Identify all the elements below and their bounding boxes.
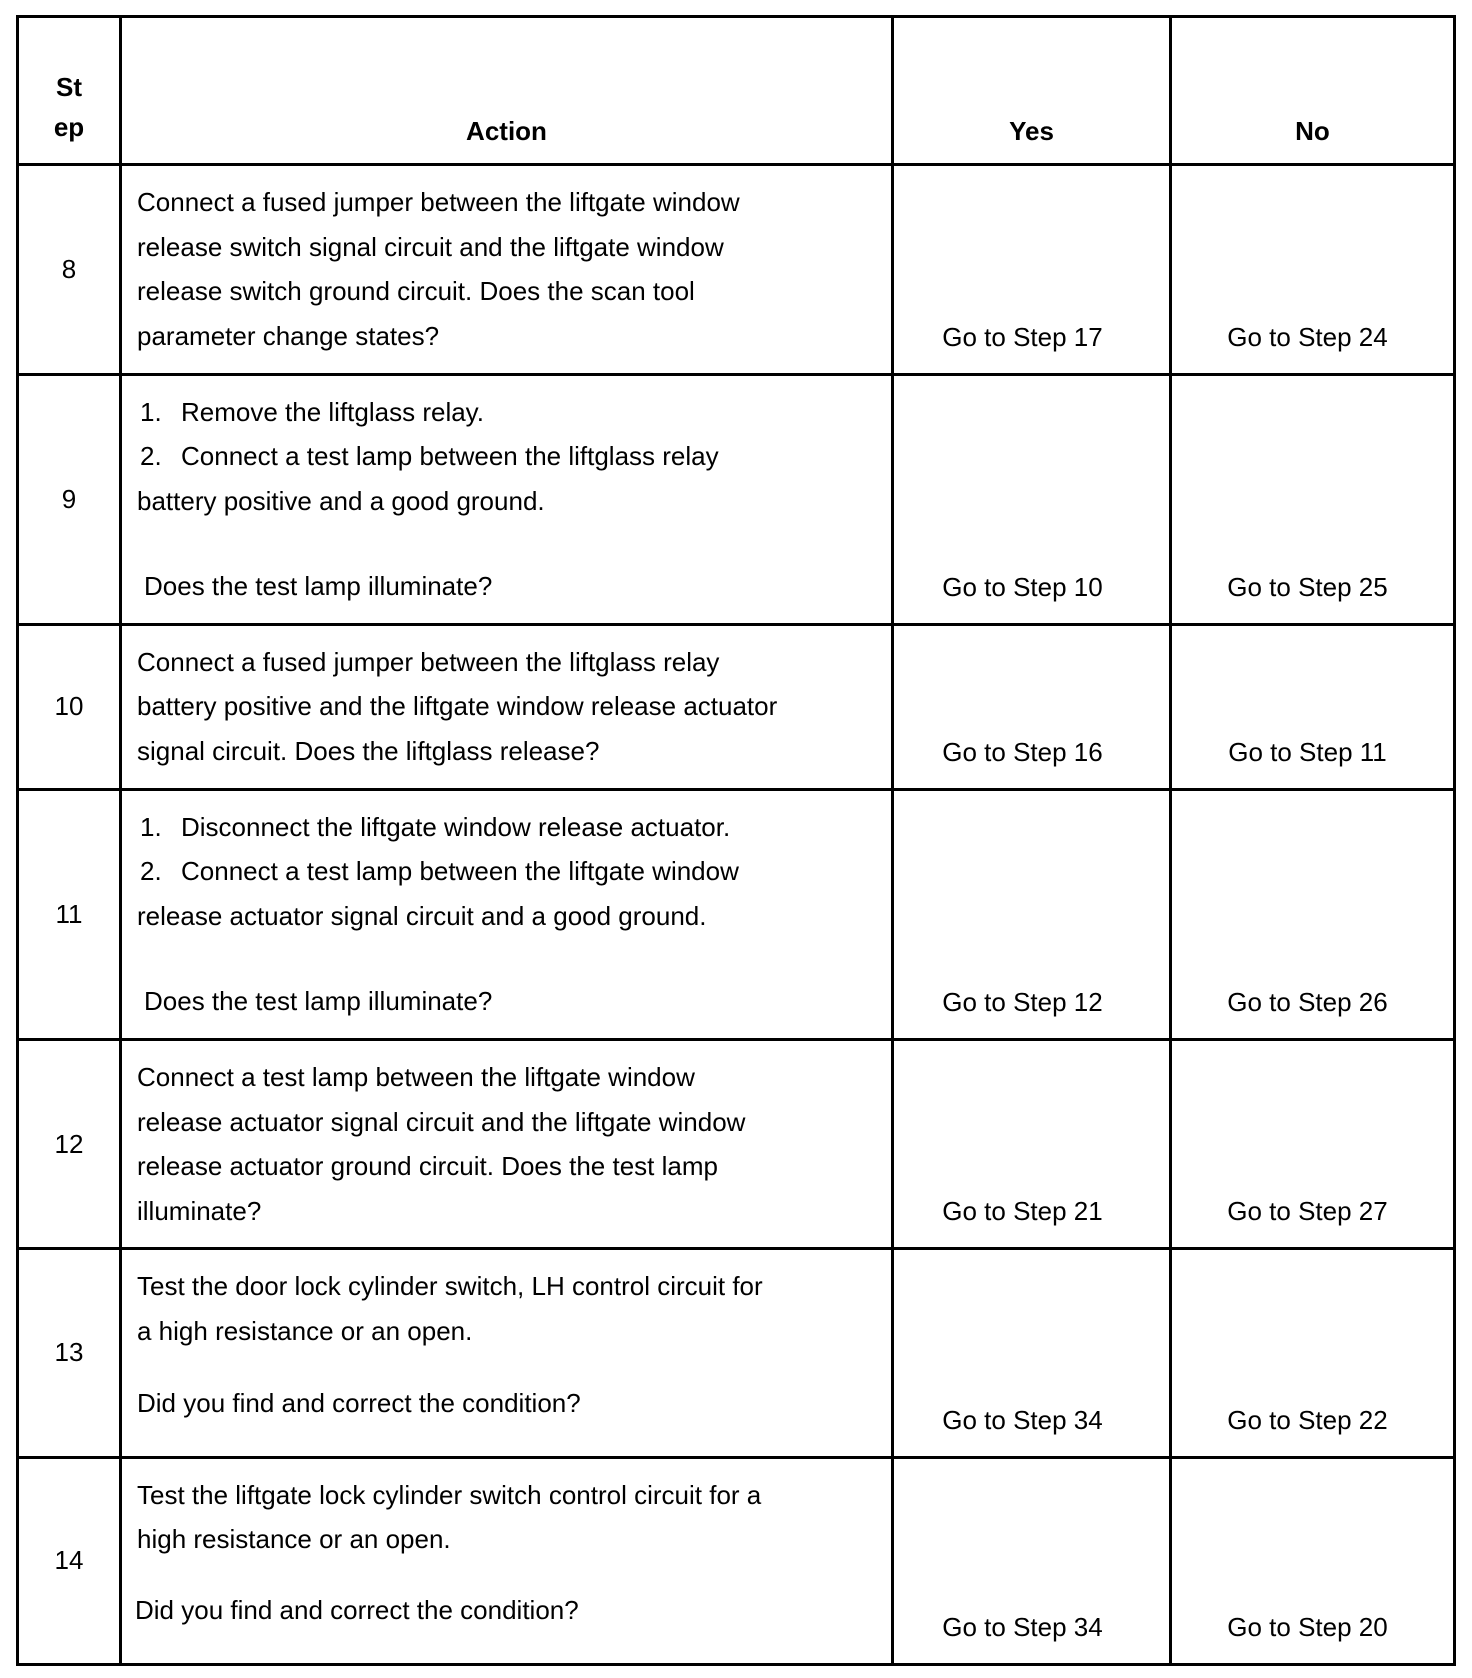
yes-goto: Go to Step 34 — [893, 1457, 1171, 1664]
diagnostic-table — [16, 15, 1456, 1666]
no-goto: Go to Step 20 — [1171, 1457, 1455, 1664]
yes-goto: Go to Step 21 — [893, 1040, 1171, 1249]
action-line: Connect a fused jumper between the liftglass relay — [137, 646, 720, 677]
yes-goto: Go to Step 16 — [893, 624, 1171, 789]
step-number: 13 — [18, 1249, 121, 1457]
header-step-line1: St — [56, 72, 82, 103]
action-line: battery positive and the liftgate window release actuator — [137, 691, 778, 722]
action-text — [121, 789, 893, 1039]
yes-goto: Go to Step 34 — [893, 1249, 1171, 1457]
no-goto: Go to Step 25 — [1171, 374, 1455, 624]
table-row — [18, 1249, 1455, 1457]
step-number: 10 — [18, 624, 121, 789]
table-row — [18, 1040, 1455, 1249]
action-question: Did you find and correct the condition? — [137, 1388, 581, 1419]
action-line: release switch ground circuit. Does the scan tool — [137, 276, 695, 307]
step-number: 12 — [18, 1040, 121, 1249]
no-goto: Go to Step 24 — [1171, 165, 1455, 374]
table-row — [18, 1457, 1455, 1664]
action-line: signal circuit. Does the liftglass release? — [137, 735, 600, 766]
list-number: 2. — [140, 856, 162, 887]
action-line: battery positive and a good ground. — [137, 485, 545, 516]
action-text — [121, 1249, 893, 1457]
header-no: No — [1171, 17, 1455, 165]
list-number: 2. — [140, 441, 162, 472]
list-number: 1. — [140, 396, 162, 427]
step-number: 8 — [18, 165, 121, 374]
action-list-item — [137, 390, 873, 435]
action-list-item — [137, 849, 873, 894]
action-text — [121, 624, 893, 789]
yes-goto: Go to Step 17 — [893, 165, 1171, 374]
no-goto: Go to Step 11 — [1171, 624, 1455, 789]
table-row — [18, 624, 1455, 789]
table-row — [18, 374, 1455, 624]
action-line: Connect a test lamp between the liftgate window — [137, 1062, 695, 1093]
action-question: Does the test lamp illuminate? — [144, 571, 493, 602]
action-line: Connect a test lamp between the liftgate window — [181, 856, 739, 887]
action-list-item — [137, 805, 873, 850]
action-text — [121, 165, 893, 374]
action-question: Did you find and correct the condition? — [135, 1594, 579, 1625]
action-line: Connect a fused jumper between the liftgate window — [137, 187, 740, 218]
action-line: Test the door lock cylinder switch, LH control circuit for — [137, 1271, 763, 1302]
action-list-item — [137, 434, 873, 479]
step-number: 14 — [18, 1457, 121, 1664]
action-line: release actuator signal circuit and a good ground. — [137, 900, 707, 931]
action-line: Test the liftgate lock cylinder switch control circuit for a — [137, 1479, 762, 1510]
header-step-line2: ep — [53, 112, 85, 143]
action-line: a high resistance or an open. — [137, 1315, 473, 1346]
no-goto: Go to Step 27 — [1171, 1040, 1455, 1249]
action-line: parameter change states? — [137, 320, 440, 351]
action-line: illuminate? — [137, 1195, 262, 1226]
action-line: high resistance or an open. — [137, 1524, 451, 1555]
action-line: Connect a test lamp between the liftglass relay — [181, 441, 719, 472]
action-question: Does the test lamp illuminate? — [144, 986, 493, 1017]
no-goto: Go to Step 26 — [1171, 789, 1455, 1039]
action-text — [121, 1457, 893, 1664]
table-row — [18, 165, 1455, 374]
header-action: Action — [121, 17, 893, 165]
action-text — [121, 1040, 893, 1249]
table-header-row — [18, 17, 1455, 165]
header-yes: Yes — [893, 17, 1171, 165]
yes-goto: Go to Step 10 — [893, 374, 1171, 624]
action-line: release actuator ground circuit. Does the test lamp — [137, 1151, 718, 1182]
action-line: Disconnect the liftgate window release actuator. — [181, 811, 731, 842]
table-row — [18, 789, 1455, 1039]
no-goto: Go to Step 22 — [1171, 1249, 1455, 1457]
step-number: 9 — [18, 374, 121, 624]
header-step — [18, 17, 121, 165]
list-number: 1. — [140, 811, 162, 842]
yes-goto: Go to Step 12 — [893, 789, 1171, 1039]
action-line: release switch signal circuit and the liftgate window — [137, 231, 724, 262]
action-line: Remove the liftglass relay. — [181, 396, 484, 427]
action-text — [121, 374, 893, 624]
step-number: 11 — [18, 789, 121, 1039]
action-line: release actuator signal circuit and the liftgate window — [137, 1106, 746, 1137]
